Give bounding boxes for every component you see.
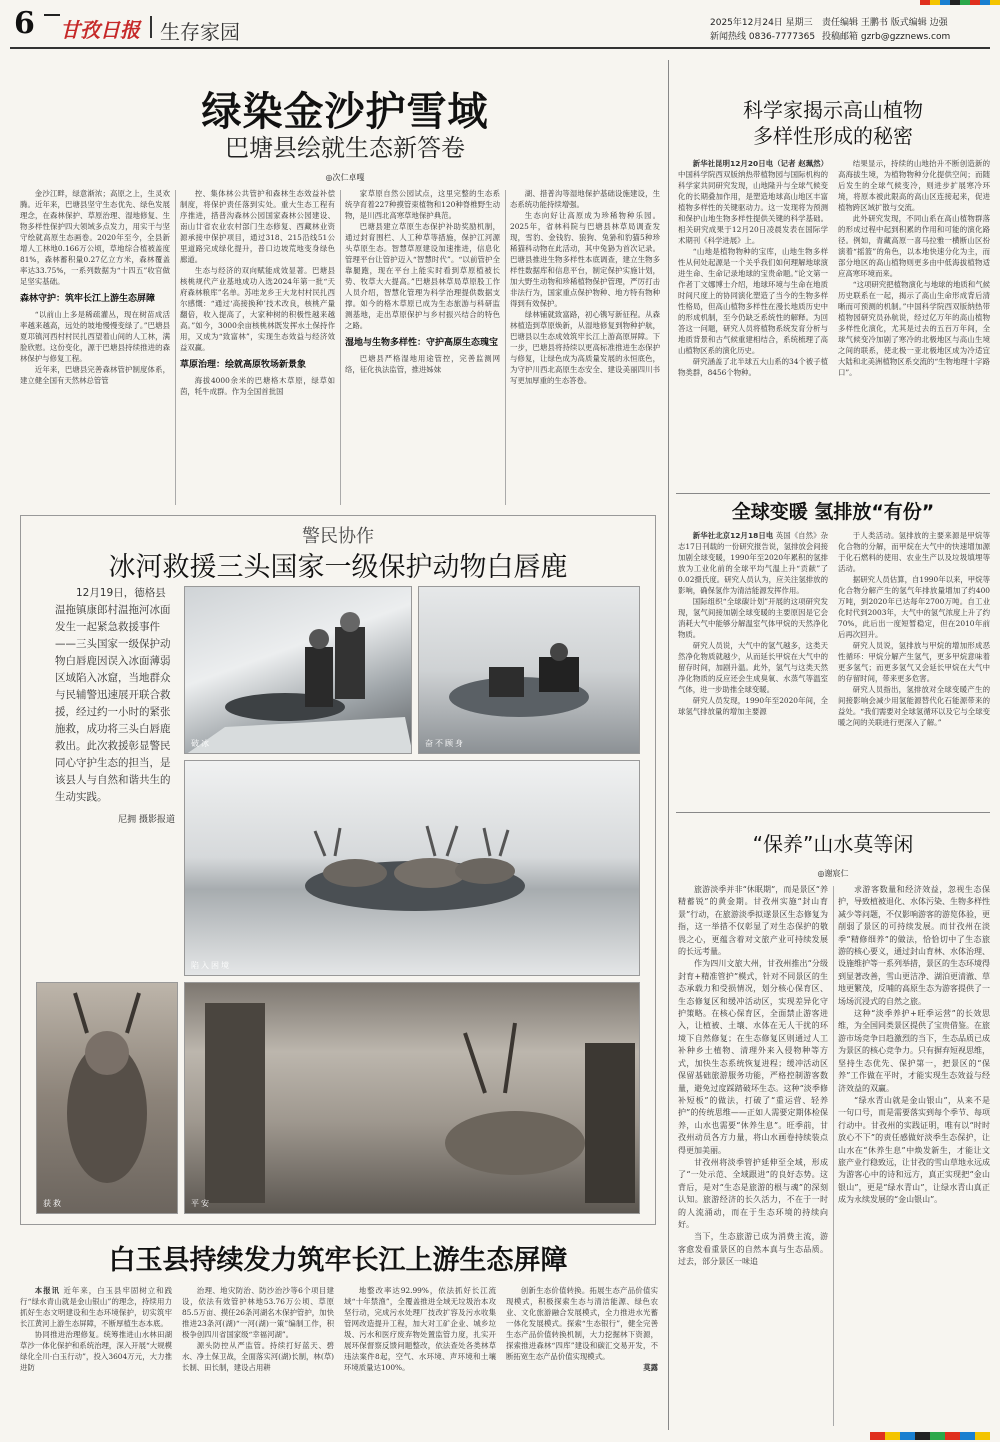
photo-rescued (36, 982, 178, 1214)
color-bar-strip (920, 0, 1000, 5)
paragraph: 海拔4000余米的巴塘格木草原，绿草如茵，牦牛成群。作为全国首批国 (180, 376, 335, 396)
lead-byline: ◎次仁卓嘎 (325, 173, 365, 182)
photo-trapped (184, 760, 640, 976)
feature-caption: 12月19日，德格县温拖镇康郎村温拖河冰面发生一起紧急救援事件——三头国家一级保护动物白唇鹿因误入冰面薄弱区域陷入冰窟，当地群众与民辅警迅速展开联合救援，经过约一小时的紧张施救，成功将三头白唇鹿救出。此次救援彰显警民同心守护生态的担当，是该县人与自然和谐共生的生动实践。 (55, 587, 171, 803)
paragraph: 于人类活动。氢排放的主要来源是甲烷等化合物的分解，而甲烷在大气中的快速增加源于化石燃料的使用、农业生产以及垃圾填埋等活动。 (838, 531, 990, 573)
divider-line (44, 14, 60, 16)
color-swatch (930, 1432, 945, 1440)
paragraph: 国际组织“全球碳计划”开展的这项研究发现，氢气间接加剧全球变暖的主要原因是它会消耗大气中能够分解温室气体甲烷的天然净化物质。 (678, 597, 828, 639)
paragraph: 旅游淡季并非“休眠期”，而是景区“养精蓄锐”的黄金期。甘孜州实施“封山育景”行动，在旅游淡季拟遂景区生态修复为指，这一举措不仅彰显了对生态保护的敬畏之心，更蕴含着对文旅产业可持续发展的长远考量。 (678, 885, 828, 957)
paragraph: 家草原自然公园试点，这里完整的生态系统孕育着227种摸管束植物和120种脊椎野生动物，是川西北高寒草地保护典范。 (345, 189, 500, 220)
paragraph: 研究涵盖了北半球五大山系的34个被子植物类群，8456个物种。 (678, 357, 828, 377)
photo-tag: 奋不顾身 (425, 739, 465, 748)
color-swatch (930, 0, 940, 5)
color-swatch (960, 1432, 975, 1440)
warming-col-1 (678, 530, 828, 830)
section-divider (668, 60, 669, 1430)
feature-title: 冰河救援三头国家一级保护动物白唇鹿 (108, 552, 568, 583)
paragraph: 地整改率达92.99%，依法抓好长江流域“十年禁渔”，全覆盖推进全域无垃圾治本攻坚行动，完成污水处理厂技改扩容及污水收集管网改造提升工程，加大对工矿企业、城乡垃圾、污水和医疗废弃物处置监管力度，扎实开展环保督察反馈问题整改，依法查处各类林草违法案件8起，空气、水环境、声环境和土壤环境质量达100%。 (344, 1286, 496, 1372)
hotline: 新闻热线 0836-7777365 (710, 32, 816, 42)
color-swatch (885, 1432, 900, 1440)
masthead-rule (10, 47, 990, 49)
paragraph: 控、集体林公共管护和森林生态效益补偿制度，将保护责任落到实处。重大生态工程有序推进，措普沟森林公园国家森林公园建设、南山廿省农业农村部门生态修复、西藏林业资源承接中保护项目，通过318、215沿线51公里道路完成绿化提升，普口边坡荒地变身绿色廊道。 (180, 189, 335, 264)
photo-safe (184, 982, 640, 1214)
paragraph-text: 中国科学院西双版纳热带植物园与国际机构的科学家共同研究发现，山地隆升与全球气候变化的长期叠加作用，是塑造地球高山地区丰富植物多样性的关键驱动力。这一发现将为预测和保护山地生物多样性提供关键的科学基础。相关研究成果于12月20日凌晨发表在国际学术期刊《科学进展》上。 (678, 170, 828, 245)
color-swatch (870, 1432, 885, 1440)
photo-tag: 平安 (191, 1199, 211, 1208)
page-number: 6 (14, 6, 35, 41)
color-swatch (990, 0, 1000, 5)
baiyu-col-2 (182, 1285, 334, 1433)
mountain-col-2 (838, 884, 990, 1432)
lead-col-3 (345, 188, 500, 508)
lead-col-1 (20, 188, 170, 508)
baiyu-credit: 莫露 (643, 1363, 658, 1372)
color-swatch (945, 1432, 960, 1440)
photo-scene (185, 761, 640, 976)
paragraph: 此外研究发现，不同山系在高山植物群落的形成过程中起到积累的作用和可能的演化路径。例如，青藏高原一喜马拉雅一横断山区扮演着“摇篮”的角色，以本地快速分化为主，而部分地区的高山植物则更多由中低海拔植物适应高寒环境而来。 (838, 214, 990, 278)
paragraph: 近年来，巴塘县完善森林管护制度体系，建立健全国有天然林总管管 (20, 365, 170, 385)
paragraph: 生态与经济的双向赋能成效显著。巴塘县核桃规代产业基地成功入选2024年第一批“天府森林粮库”名单。苏哇龙乡王大龙村村民扎西尔感慨：“通过‘高接换种’技术改良，核桃产量翻倍，收入提高了，大家种树的积极性越来越高。”如今，3000余亩核桃林既发挥水土保持作用，又成为“致富林”，实现生态效益与经济效益双赢。 (180, 266, 335, 352)
paragraph: 作为四川文旅大州，甘孜州推出“分级封育+精准管护”模式，针对不同景区的生态承载力和受损情况，划分核心保育区、生态修复区和缓冲活动区，实现差异化守护策略。在核心保育区，全面禁止游客进入，让植被、土壤、水体在无人干扰的环境下自然修复；在生态修复区则通过人工补种乡土植物、清理外来入侵物种等方式，加快生态系统恢复进程；缓冲活动区保留基础旅游服务功能，严格控制游客数量，避免过度踩踏破坏生态。这种“淡季修补短板”的做法，打破了“重运营、轻养护”的传统思维——正如人需要定期体检保养，山水也需要“休养生息”。旺季前，甘孜州动员各方力量，将山水画卷持续装点得更加美丽。 (678, 959, 828, 1155)
paragraph: 巴塘县建立草原生态保护补助奖励机制，通过封育围栏、人工种草等措施，保护江河源头草原生态。智慧草原建设加速推进，信息化管理平台让管护迈入“智慧时代”。“以前管护全靠腿跑，现在平台上能实时看到草原植被长势、牧草大大提高。”巴塘县林草局草原股工作人员介绍，智慧化管理为科学治理提供数据支撑。如今的格木草原已成为生态旅游与科研监测基地，走出草原保护与乡村振兴结合的特色之路。 (345, 222, 500, 330)
paragraph: 据研究人员估算，自1990年以来，甲烷等化合物分解产生的氢气年排放量增加了约400万吨，到2020年已达每年2700万吨。自工业化时代到2003年，大气中的氢气浓度上升了约70%，此后出一度短暂稳定，但在2010年前后再次回升。 (838, 575, 990, 639)
paragraph: 研究人员发现，1990年至2020年间，全球氢气排放量的增加主要源 (678, 696, 828, 716)
mountain-col-1 (678, 884, 828, 1432)
science-title-1: 科学家揭示高山植物 (743, 98, 923, 122)
mountain-byline: ◎谢宸仁 (817, 869, 849, 878)
paragraph: 研究人员说，氢排放与甲烷的增加形成恶性循环：甲烷分解产生氢气，更多甲烷意味着更多氢气；而更多氢气又会延长甲烷在大气中的存留时间，带来更多危害。 (838, 641, 990, 683)
subheading: 森林守护：筑牢长江上游生态屏障 (20, 294, 156, 304)
paragraph: “以前山上多是稀疏灌丛，现在树苗成活率越来越高，远处的坡地慢慢变绿了。”巴塘县夏邛镇河西村村民扎西望着山间的人工林，满脸欣慰。这份变化，源于巴塘县持续推进的森林保护与修复工程。 (20, 310, 170, 363)
photo-scene (419, 587, 640, 754)
paragraph: 甘孜州将淡季管护延伸至全域，形成了“一处示范、全域跟进”的良好态势。这背后，是对“生态是旅游的根与魂”的深刻认知。旅游经济的长久活力，不在于一时的人流涌动，而在于生态环境的持续向好。 (678, 1157, 828, 1229)
column-divider (833, 886, 834, 1426)
photo-tag: 陷入困境 (191, 961, 231, 970)
photo-scene (37, 983, 178, 1214)
warming-title: 全球变暖 氢排放“有份” (731, 501, 935, 523)
article-separator (676, 812, 990, 813)
color-swatch (920, 0, 930, 5)
section-name: 生存家园 (160, 20, 240, 44)
lead-col-2 (180, 188, 335, 508)
photo-risking-all (418, 586, 640, 754)
column-divider (505, 190, 506, 505)
color-swatch (900, 1432, 915, 1440)
color-swatch (950, 0, 960, 5)
paragraph (20, 1285, 172, 1329)
paragraph: 湖、措普沟等湿地保护基础设施建设，生态系统功能持续增强。 (510, 189, 660, 209)
paragraph: 创新生态价值转换。拓展生态产品价值实现模式，积极探索生态与清洁能源、绿色农业、文化旅游融合发展模式，全力推进水光蓄一体化发展模式。探索“生态银行”，健全完善生态产品价值转换机制，大力挖掘林下资源，探索推进森林“四库”建设和碳汇交易开发，不断拓宽生态产品价值实现模式。 (506, 1286, 658, 1361)
paragraph: 巴塘县严格湿地用途管控，完善监测网络，征化执法监管，推进姊妹 (345, 354, 500, 374)
color-swatch (940, 0, 950, 5)
science-col-2 (838, 158, 990, 490)
photo-scene (185, 983, 640, 1214)
paragraph: 生态向好让高原成为珍稀物种乐园。2025年，省林科院与巴塘县林草局调查发现，雪豹、金钱豹、狼狗、兔狲和豹猫5种珍稀猫科动物在此活动，其中兔狲为首次记录。巴塘县推进生物多样性本底调查，建立生物多样性数据库和信息平台，制定保护实施计划，加大野生动物和珍稀植物保护管理，严厉打击非法行为，国家重点保护物种、地方特有物种得到有效保护。 (510, 211, 660, 308)
subheading: 草原治理：绘就高原牧场新景象 (180, 360, 307, 370)
baiyu-col-3 (344, 1285, 496, 1433)
feature-credit: 尼拥 摄影报道 (118, 815, 175, 825)
paragraph-text: 英国《自然》杂志17日刊载的一份研究报告说，氢排放会间接加剧全球变暖，1990年至2020年累积的氢排放为工业化前的全球平均气温上升“贡献”了0.02摄氏度。研究人员认为，应关注氢排放的影响，确保氢作为清洁能源发挥作用。 (678, 531, 828, 595)
paragraph: “这项研究把植物演化与地球的地质和气候历史联系在一起，揭示了高山生命形成背后清晰而可预测的机制。”中国科学院西双版纳热带植物园研究员孙航说，经过亿万年的高山植物多样性化演化，尤其是过去的五百万年间，全球气候变冷加剧了寒冷的北极地区与高山生境之间的联系，使北极一亚北极地区成为冷适宜大陆和北美洲植物区系交流的“生物地理十字路口”。 (838, 280, 990, 377)
warming-col-2 (838, 530, 990, 830)
photo-tag: 破冰 (191, 739, 211, 748)
column-divider (175, 190, 176, 505)
color-swatch (980, 0, 990, 5)
baiyu-col-4 (506, 1285, 658, 1433)
footer-color-strip (870, 1432, 990, 1440)
paragraph: 研究人员说，大气中的氢气越多，这类天然净化物质就越少，从而延长甲烷在大气中的留存时间，加剧升温。此外，氢气与这类天然净化物质的反应还会生成臭氧、水蒸气等温室气体，进一步助推全球变暖。 (678, 641, 828, 694)
paragraph: 绿林铺就致富路，初心镌写新征程。从森林植造到草原焕新，从湿地修复到物种护航，巴塘县以生态成效筑牢长江上游高原屏障。下一步，巴塘县将持续以更高标准推进生态保护与修复，让绿色成为高质量发展的永恒底色，为守护川西北高原生态安全、建设美丽四川书写更加厚重的生态答卷。 (510, 310, 660, 385)
paragraph: 金沙江畔，绿意渐浓；高原之上，生灵欢腾。近年来，巴塘县坚守生态优先、绿色发展理念，在森林保护、草原治理、湿地修复、生物多样性保护四大领域多点发力，用实干与坚守绘就高原生态画卷。2020年至今，全县新增人工林地0.166万公顷，草地综合植被盖度81%，森林蓄积量0.27亿立方米，森林覆盖率达33.75%，一系列数据为“十四五”收官做足坚实基础。 (20, 189, 170, 286)
paragraph (678, 158, 828, 246)
column-divider (340, 190, 341, 505)
masthead-separator (150, 16, 152, 38)
paragraph (678, 530, 828, 596)
photo-breaking-ice (184, 586, 412, 754)
paragraph: 结果显示，持续的山地抬升不断创造新的高海拔生境，为植物物种分化提供空间；而随后发生的全球气候变冷，则进步扩展寒冷环境，将原本被此限高的高山区连接起来，促进植物跨区域扩散与交流。 (838, 159, 990, 212)
lead-col-4 (510, 188, 660, 508)
lead-title: 绿染金沙护雪域 (201, 89, 489, 135)
editors-line: 责任编辑 王鹏书 版式编辑 边强 (822, 18, 948, 28)
dateline: 新华社北京12月18日电 (692, 531, 774, 540)
dateline: 新华社昆明12月20日电（记者 赵珮然） (692, 159, 828, 168)
email: 投稿邮箱 gzrb@gzznews.com (822, 32, 951, 42)
paragraph: 治理、地灾防治、防沙治沙等6个项目建设，依法有效管护林地53.76万公顷、草原85.5万亩、摸任26条河湖名木保护管护，加快推进23条河(湖)“一河(湖)一策”编制工作，积极争创四川省国家级“幸福河湖”。 (182, 1286, 334, 1339)
feature-caption-box (55, 585, 175, 885)
mountain-title: “保养”山水莫等闲 (752, 832, 914, 856)
paragraph: 协同推进治理修复。统筹推进山水林田湖草沙一体化保护和系统治理，深入开展“大规模绿化全川·白玉行动”，投入3604万元，大力推进防 (20, 1330, 172, 1372)
photo-scene (185, 587, 412, 754)
date-line: 2025年12月24日 星期三 (710, 18, 813, 28)
paper-name-logo: 甘孜日报 (60, 18, 140, 42)
dateline: 本报讯 (34, 1286, 61, 1295)
photo-tag: 获救 (43, 1199, 63, 1208)
baiyu-col-1 (20, 1285, 172, 1433)
masthead (0, 0, 1000, 48)
science-col-1 (678, 158, 828, 490)
science-title-2: 多样性形成的秘密 (753, 124, 913, 148)
paragraph: 这种“淡季养护+旺季运营”的长效思维，为全国同类景区提供了宝贵借鉴。在旅游市场竞争日趋激烈的当下，生态品质已成为景区的核心竞争力。只有摒弃短视思维，坚持生态优先、保护第一，把景区的“保养”工作做在平时，才能实现生态效益与经济效益的双赢。 (838, 1009, 990, 1093)
paragraph-text: 近年来，白玉县牢固树立和践行“绿水青山就是金山银山”的理念，持续用力抓好生态文明建设和生态环境保护，切实筑牢长江黄河上游生态屏障，不断厚植生态本底。 (20, 1286, 172, 1328)
paragraph: “山地是植物物种的宝库，山地生物多样性从何处起源是一个关乎我们如何理解地球演进生命、生命记录地球的宝贵命题。”论文第一作者丁文娜博士介绍，地球环境与生命在地质时间尺度上的协同演化塑造了当今的生物多样性格局，但高山植物多样性在漫长地质历史中的形成机制，至今仍缺乏系统性的解释。为回答这一问题，研究人员将植物系统发育分析与地质背景和古气候重建相结合，系统梳理了高山植物区系的演化历史。 (678, 247, 828, 355)
subheading: 湿地与生物多样性：守护高原生态瑰宝 (345, 338, 499, 348)
paragraph: “绿水青山就是金山银山”，从来不是一句口号，而是需要落实到每个季节、每项行动中。甘孜州的实践证明，唯有以“时时放心不下”的责任感做好淡季生态保护，让山水在“休养生息”中焕发新生，才能让文旅产业行稳致远，让甘孜的雪山草地永远成为游客心中的诗和远方，真正实现把“金山银山”，更是“绿水青山”，让绿水青山真正成为永续发展的“金山银山”。 (838, 1095, 990, 1205)
paragraph: 源头防控从严监管。持续打好蓝天、碧水、净土保卫战，全面落实河(湖)长制，林(草)长制、田长制，建设占用耕 (182, 1341, 334, 1372)
article-separator (676, 493, 990, 494)
color-swatch (975, 1432, 990, 1440)
paragraph: 研究人员指出，氢排放对全球变暖产生的间接影响会减少用氢能源替代化石能源带来的益处。“我们需要对全球氢循环以及它与全球变暖之间的关联进行更深入了解。” (838, 685, 990, 727)
lead-subtitle: 巴塘县绘就生态新答卷 (225, 134, 465, 162)
feature-kicker: 警民协作 (302, 526, 374, 547)
baiyu-title: 白玉县持续发力筑牢长江上游生态屏障 (108, 1245, 568, 1276)
color-swatch (915, 1432, 930, 1440)
color-swatch (960, 0, 970, 5)
paragraph: 当下，生态旅游已成为消费主流，游客愈发看重景区的自然本真与生态品质。过去，部分景区一味追 (678, 1232, 828, 1267)
paragraph: 求游客数量和经济效益，忽视生态保护，导致植被退化、水体污染、生物多样性减少等问题，不仅影响游客的游览体验，更削弱了景区的可持续发展。而甘孜州在淡季“精修细养”的做法，恰恰切中了生态旅游的核心要义，通过封山育林、水体治理、设施维护等一系列举措，景区的生态环境得到显著改善，雪山更洁净、湖泊更清澈、草地更繁茂，反哺的高原生态为游客提供了一场场沉浸式的自然之旅。 (838, 885, 990, 1006)
color-swatch (970, 0, 980, 5)
